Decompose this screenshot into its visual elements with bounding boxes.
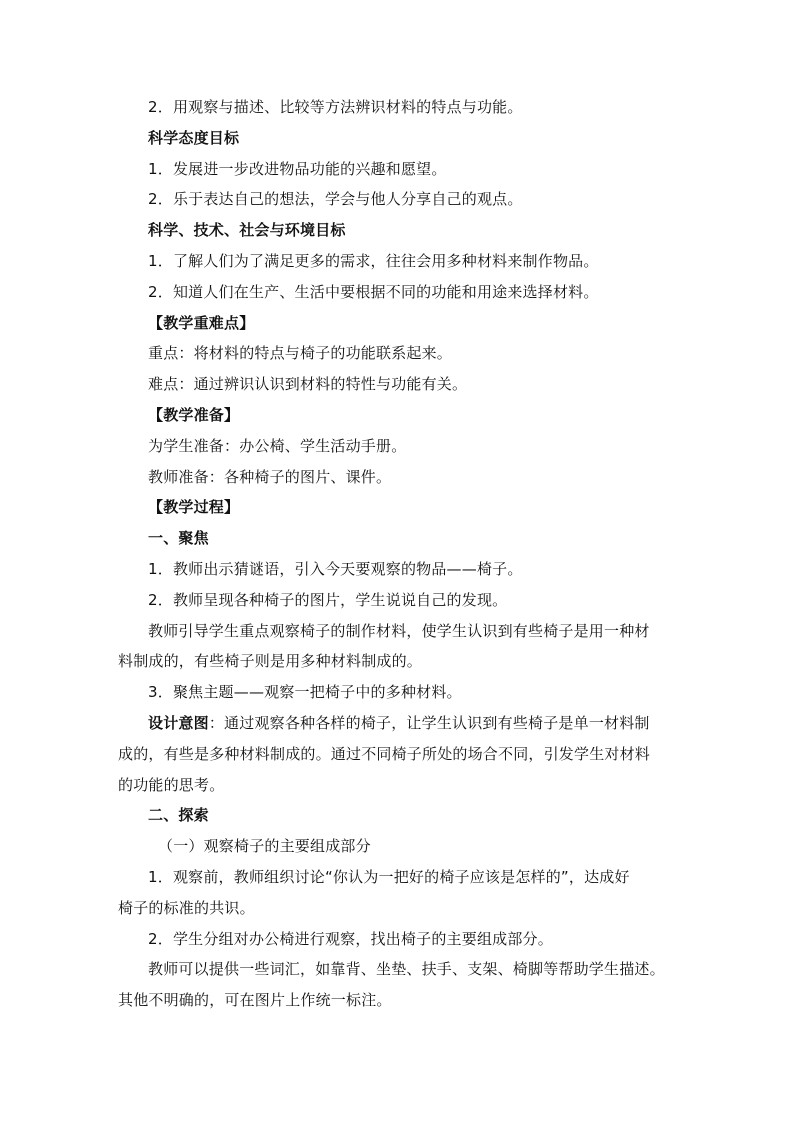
teacher-note-line-2: 其他不明确的，可在图片上作统一标注。 <box>118 991 392 1010</box>
design-intent-line-3: 的功能的思考。 <box>118 775 225 794</box>
stse-line-2: 2．知道人们在生产、生活中要根据不同的功能和用途来选择材料。 <box>148 282 599 301</box>
focus-step-3: 3．聚焦主题——观察一把椅子中的多种材料。 <box>148 683 462 702</box>
heading-attitude-goals: 科学态度目标 <box>148 128 240 147</box>
heading-stse-goals: 科学、技术、社会与环境目标 <box>148 221 346 240</box>
heading-teaching-process: 【教学过程】 <box>148 498 240 517</box>
design-intent-label: 设计意图 <box>148 713 209 732</box>
design-intent-line-2: 成的，有些是多种材料制成的。通过不同椅子所处的场合不同，引发学生对材料 <box>118 744 651 763</box>
observe-step-1-line-1: 1．观察前，教师组织讨论“你认为一把好的椅子应该是怎样的”，达成好 <box>148 867 630 886</box>
section-explore-heading: 二、探索 <box>148 806 209 825</box>
design-intent-line-1 <box>148 708 674 739</box>
subsection-observe-parts: （一）观察椅子的主要组成部分 <box>158 837 371 856</box>
guidance-paragraph-line-1: 教师引导学生重点观察椅子的制作材料，使学生认识到有些椅子是用一种材 <box>148 621 650 640</box>
teacher-preparation: 教师准备：各种椅子的图片、课件。 <box>148 467 392 486</box>
key-point: 重点：将材料的特点与椅子的功能联系起来。 <box>148 344 453 363</box>
difficult-point: 难点：通过辨识认识到材料的特性与功能有关。 <box>148 375 468 394</box>
document-body <box>118 92 674 1016</box>
focus-step-2: 2．教师呈现各种椅子的图片，学生说说自己的发现。 <box>148 590 508 609</box>
stse-line-1: 1．了解人们为了满足更多的需求，往往会用多种材料来制作物品。 <box>148 251 599 270</box>
teacher-note-line-1: 教师可以提供一些词汇，如靠背、坐垫、扶手、支架、椅脚等帮助学生描述。 <box>148 960 665 979</box>
student-preparation: 为学生准备：办公椅、学生活动手册。 <box>148 436 407 455</box>
objective-line-2: 2．用观察与描述、比较等方法辨识材料的特点与功能。 <box>148 98 523 116</box>
heading-key-difficult-points: 【教学重难点】 <box>148 313 255 332</box>
section-focus-heading: 一、聚焦 <box>148 529 209 548</box>
heading-preparation: 【教学准备】 <box>148 405 240 424</box>
focus-step-1: 1．教师出示猜谜语，引入今天要观察的物品——椅子。 <box>148 559 523 578</box>
attitude-line-2: 2．乐于表达自己的想法，学会与他人分享自己的观点。 <box>148 190 523 209</box>
observe-step-2: 2．学生分组对办公椅进行观察，找出椅子的主要组成部分。 <box>148 929 553 948</box>
design-intent-text: ：通过观察各种各样的椅子，让学生认识到有些椅子是单一材料制 <box>208 713 650 732</box>
attitude-line-1: 1．发展进一步改进物品功能的兴趣和愿望。 <box>148 159 447 178</box>
observe-step-1-line-2: 椅子的标准的共识。 <box>118 898 255 917</box>
guidance-paragraph-line-2: 料制成的，有些椅子则是用多种材料制成的。 <box>118 652 423 671</box>
